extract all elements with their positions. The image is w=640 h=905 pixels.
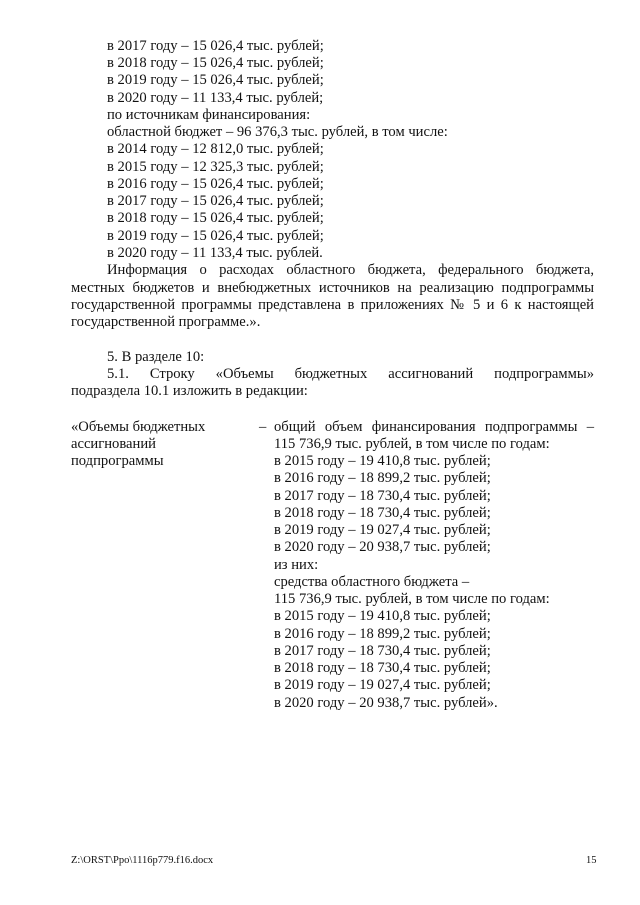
list-item: в 2017 году – 15 026,4 тыс. рублей;	[107, 193, 324, 209]
table-row: в 2018 году – 18 730,4 тыс. рублей;	[274, 660, 491, 676]
table-row: в 2016 году – 18 899,2 тыс. рублей;	[274, 470, 491, 486]
paragraph-line: 5.1. Строку «Объемы бюджетных ассигнований подпрограммы»	[107, 366, 594, 382]
table-row: в 2020 году – 20 938,7 тыс. рублей».	[274, 695, 498, 711]
file-path: Z:\ORST\Ppo\1116p779.f16.docx	[71, 855, 214, 866]
list-item: в 2018 году – 15 026,4 тыс. рублей;	[107, 55, 324, 71]
table-row: в 2017 году – 18 730,4 тыс. рублей;	[274, 488, 491, 504]
list-item: в 2014 году – 12 812,0 тыс. рублей;	[107, 141, 324, 157]
table-row: в 2018 году – 18 730,4 тыс. рублей;	[274, 505, 491, 521]
page-number: 15	[586, 855, 597, 866]
list-item: в 2017 году – 15 026,4 тыс. рублей;	[107, 38, 324, 54]
list-item: в 2019 году – 15 026,4 тыс. рублей;	[107, 72, 324, 88]
paragraph-line: государственной программе.».	[71, 314, 261, 330]
list-item: в 2020 году – 11 133,4 тыс. рублей;	[107, 90, 324, 106]
paragraph-line: подраздела 10.1 изложить в редакции:	[71, 383, 308, 399]
table-row: в 2016 году – 18 899,2 тыс. рублей;	[274, 626, 491, 642]
list-item: в 2016 году – 15 026,4 тыс. рублей;	[107, 176, 324, 192]
dash-separator: –	[259, 419, 267, 435]
table-right-first: общий объем финансирования подпрограммы –	[274, 419, 594, 435]
paragraph-line: Информация о расходах областного бюджета, федерального бюджета,	[107, 262, 594, 278]
list-item: в 2018 году – 15 026,4 тыс. рублей;	[107, 210, 324, 226]
table-row: в 2019 году – 19 027,4 тыс. рублей;	[274, 677, 491, 693]
label-line: ассигнований	[71, 436, 156, 452]
table-row: в 2019 году – 19 027,4 тыс. рублей;	[274, 522, 491, 538]
list-item: в 2020 году – 11 133,4 тыс. рублей.	[107, 245, 323, 261]
list-item: областной бюджет – 96 376,3 тыс. рублей, в том числе:	[107, 124, 448, 140]
section-heading: 5. В разделе 10:	[107, 349, 205, 365]
paragraph-line: государственной программы представлена в приложениях № 5 и 6 к настоящей	[71, 297, 594, 313]
table-row: в 2015 году – 19 410,8 тыс. рублей;	[274, 453, 491, 469]
list-item: по источникам финансирования:	[107, 107, 311, 123]
table-row: 115 736,9 тыс. рублей, в том числе по годам:	[274, 436, 550, 452]
paragraph-line: местных бюджетов и внебюджетных источников на реализацию подпрограммы	[71, 280, 594, 296]
table-row: в 2020 году – 20 938,7 тыс. рублей;	[274, 539, 491, 555]
label-line: «Объемы бюджетных	[71, 419, 206, 435]
table-row: в 2015 году – 19 410,8 тыс. рублей;	[274, 608, 491, 624]
table-row: из них:	[274, 557, 319, 573]
list-item: в 2019 году – 15 026,4 тыс. рублей;	[107, 228, 324, 244]
table-row: 115 736,9 тыс. рублей, в том числе по годам:	[274, 591, 550, 607]
list-item: в 2015 году – 12 325,3 тыс. рублей;	[107, 159, 324, 175]
table-row: средства областного бюджета –	[274, 574, 470, 590]
table-row: в 2017 году – 18 730,4 тыс. рублей;	[274, 643, 491, 659]
label-line: подпрограммы	[71, 453, 164, 469]
